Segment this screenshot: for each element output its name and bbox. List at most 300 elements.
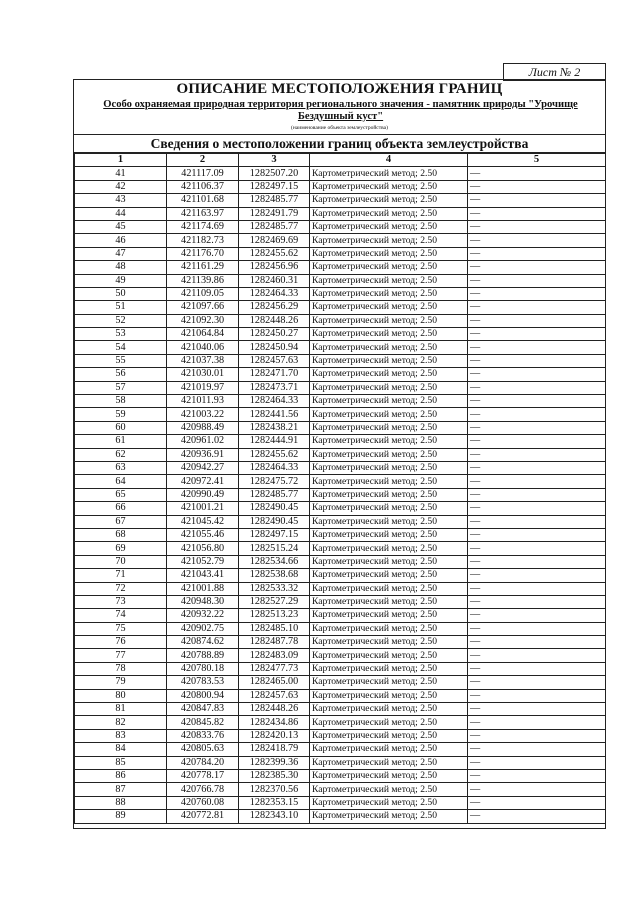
boundary-description-cell: —	[468, 421, 606, 434]
table-row	[75, 756, 606, 769]
object-name-caption: (наименование объекта землеустройства)	[291, 125, 388, 131]
boundary-description-cell: —	[468, 810, 606, 823]
method-accuracy-cell: Картометрический метод; 2.50	[310, 461, 468, 474]
coordinate-y-cell: 1282491.79	[239, 207, 310, 220]
coordinate-y-cell: 1282538.68	[239, 569, 310, 582]
table-row	[75, 622, 606, 635]
point-number-cell: 75	[75, 622, 167, 635]
coordinate-y-cell: 1282385.30	[239, 769, 310, 782]
table-row	[75, 636, 606, 649]
coordinate-y-cell: 1282418.79	[239, 743, 310, 756]
point-number-cell: 51	[75, 301, 167, 314]
method-accuracy-cell: Картометрический метод; 2.50	[310, 475, 468, 488]
method-accuracy-cell: Картометрический метод; 2.50	[310, 582, 468, 595]
table-row	[75, 328, 606, 341]
point-number-cell: 41	[75, 167, 167, 180]
coordinate-y-cell: 1282471.70	[239, 368, 310, 381]
boundary-description-cell: —	[468, 636, 606, 649]
method-accuracy-cell: Картометрический метод; 2.50	[310, 528, 468, 541]
column-header-method: 4	[310, 154, 468, 167]
point-number-cell: 62	[75, 448, 167, 461]
boundary-description-cell: —	[468, 676, 606, 689]
point-number-cell: 73	[75, 595, 167, 608]
coordinate-y-cell: 1282477.73	[239, 662, 310, 675]
coordinate-x-cell: 421064.84	[167, 328, 239, 341]
method-accuracy-cell: Картометрический метод; 2.50	[310, 328, 468, 341]
table-row	[75, 354, 606, 367]
point-number-cell: 89	[75, 810, 167, 823]
boundary-description-cell: —	[468, 622, 606, 635]
coordinate-x-cell: 420766.78	[167, 783, 239, 796]
coordinate-x-cell: 420942.27	[167, 461, 239, 474]
coordinate-x-cell: 421043.41	[167, 569, 239, 582]
method-accuracy-cell: Картометрический метод; 2.50	[310, 636, 468, 649]
method-accuracy-cell: Картометрический метод; 2.50	[310, 609, 468, 622]
coordinate-y-cell: 1282507.20	[239, 167, 310, 180]
boundary-description-cell: —	[468, 542, 606, 555]
table-row	[75, 207, 606, 220]
boundary-description-cell: —	[468, 301, 606, 314]
method-accuracy-cell: Картометрический метод; 2.50	[310, 247, 468, 260]
boundary-description-cell: —	[468, 716, 606, 729]
boundary-description-cell: —	[468, 703, 606, 716]
method-accuracy-cell: Картометрический метод; 2.50	[310, 341, 468, 354]
method-accuracy-cell: Картометрический метод; 2.50	[310, 421, 468, 434]
point-number-cell: 84	[75, 743, 167, 756]
coordinate-x-cell: 420972.41	[167, 475, 239, 488]
table-row	[75, 542, 606, 555]
coordinate-y-cell: 1282438.21	[239, 421, 310, 434]
method-accuracy-cell: Картометрический метод; 2.50	[310, 301, 468, 314]
method-accuracy-cell: Картометрический метод; 2.50	[310, 555, 468, 568]
coordinate-x-cell: 420932.22	[167, 609, 239, 622]
coordinate-y-cell: 1282353.15	[239, 796, 310, 809]
coordinate-x-cell: 421001.21	[167, 502, 239, 515]
boundary-description-cell: —	[468, 220, 606, 233]
coordinate-x-cell: 421040.06	[167, 341, 239, 354]
table-row	[75, 703, 606, 716]
coordinate-x-cell: 421117.09	[167, 167, 239, 180]
point-number-cell: 61	[75, 435, 167, 448]
coordinate-x-cell: 421106.37	[167, 180, 239, 193]
method-accuracy-cell: Картометрический метод; 2.50	[310, 180, 468, 193]
method-accuracy-cell: Картометрический метод; 2.50	[310, 287, 468, 300]
coordinate-y-cell: 1282457.63	[239, 689, 310, 702]
table-row	[75, 716, 606, 729]
coordinate-x-cell: 420990.49	[167, 488, 239, 501]
table-row	[75, 528, 606, 541]
coordinate-y-cell: 1282441.56	[239, 408, 310, 421]
point-number-cell: 69	[75, 542, 167, 555]
coordinate-x-cell: 421174.69	[167, 220, 239, 233]
method-accuracy-cell: Картометрический метод; 2.50	[310, 435, 468, 448]
table-row	[75, 582, 606, 595]
boundary-description-cell: —	[468, 502, 606, 515]
method-accuracy-cell: Картометрический метод; 2.50	[310, 395, 468, 408]
coordinate-y-cell: 1282527.29	[239, 595, 310, 608]
boundary-description-cell: —	[468, 167, 606, 180]
method-accuracy-cell: Картометрический метод; 2.50	[310, 810, 468, 823]
boundary-description-cell: —	[468, 274, 606, 287]
boundary-description-cell: —	[468, 488, 606, 501]
point-number-cell: 71	[75, 569, 167, 582]
method-accuracy-cell: Картометрический метод; 2.50	[310, 662, 468, 675]
coordinate-y-cell: 1282490.45	[239, 502, 310, 515]
boundary-description-cell: —	[468, 234, 606, 247]
boundary-description-cell: —	[468, 582, 606, 595]
coordinate-x-cell: 421019.97	[167, 381, 239, 394]
coordinate-x-cell: 420800.94	[167, 689, 239, 702]
coordinate-x-cell: 420948.30	[167, 595, 239, 608]
table-row	[75, 569, 606, 582]
coordinate-y-cell: 1282465.00	[239, 676, 310, 689]
coordinate-y-cell: 1282487.78	[239, 636, 310, 649]
table-row	[75, 435, 606, 448]
coordinate-y-cell: 1282473.71	[239, 381, 310, 394]
table-row	[75, 421, 606, 434]
coordinate-x-cell: 420833.76	[167, 729, 239, 742]
boundary-description-cell: —	[468, 395, 606, 408]
boundary-description-cell: —	[468, 555, 606, 568]
table-row	[75, 783, 606, 796]
table-row	[75, 408, 606, 421]
method-accuracy-cell: Картометрический метод; 2.50	[310, 676, 468, 689]
coordinate-x-cell: 420936.91	[167, 448, 239, 461]
point-number-cell: 59	[75, 408, 167, 421]
point-number-cell: 50	[75, 287, 167, 300]
table-row	[75, 167, 606, 180]
method-accuracy-cell: Картометрический метод; 2.50	[310, 689, 468, 702]
method-accuracy-cell: Картометрический метод; 2.50	[310, 622, 468, 635]
table-row	[75, 743, 606, 756]
column-header-y: 3	[239, 154, 310, 167]
coordinate-y-cell: 1282485.77	[239, 488, 310, 501]
table-row	[75, 796, 606, 809]
coordinate-y-cell: 1282343.10	[239, 810, 310, 823]
point-number-cell: 57	[75, 381, 167, 394]
coordinate-x-cell: 421056.80	[167, 542, 239, 555]
table-row	[75, 649, 606, 662]
table-row	[75, 609, 606, 622]
method-accuracy-cell: Картометрический метод; 2.50	[310, 448, 468, 461]
coordinate-x-cell: 420988.49	[167, 421, 239, 434]
point-number-cell: 43	[75, 194, 167, 207]
coordinate-y-cell: 1282460.31	[239, 274, 310, 287]
table-row	[75, 368, 606, 381]
method-accuracy-cell: Картометрический метод; 2.50	[310, 569, 468, 582]
point-number-cell: 42	[75, 180, 167, 193]
boundary-description-cell: —	[468, 729, 606, 742]
coordinate-y-cell: 1282497.15	[239, 180, 310, 193]
table-header-row	[75, 154, 606, 167]
point-number-cell: 45	[75, 220, 167, 233]
boundary-description-cell: —	[468, 314, 606, 327]
table-row	[75, 261, 606, 274]
coordinate-y-cell: 1282370.56	[239, 783, 310, 796]
point-number-cell: 60	[75, 421, 167, 434]
point-number-cell: 77	[75, 649, 167, 662]
coordinate-x-cell: 420778.17	[167, 769, 239, 782]
point-number-cell: 86	[75, 769, 167, 782]
method-accuracy-cell: Картометрический метод; 2.50	[310, 542, 468, 555]
method-accuracy-cell: Картометрический метод; 2.50	[310, 207, 468, 220]
method-accuracy-cell: Картометрический метод; 2.50	[310, 769, 468, 782]
method-accuracy-cell: Картометрический метод; 2.50	[310, 220, 468, 233]
coordinate-x-cell: 420772.81	[167, 810, 239, 823]
method-accuracy-cell: Картометрический метод; 2.50	[310, 502, 468, 515]
boundary-description-cell: —	[468, 207, 606, 220]
point-number-cell: 68	[75, 528, 167, 541]
coordinate-y-cell: 1282464.33	[239, 395, 310, 408]
coordinate-x-cell: 420788.89	[167, 649, 239, 662]
column-header-x: 2	[167, 154, 239, 167]
coordinate-x-cell: 421176.70	[167, 247, 239, 260]
method-accuracy-cell: Картометрический метод; 2.50	[310, 595, 468, 608]
coordinate-y-cell: 1282399.36	[239, 756, 310, 769]
method-accuracy-cell: Картометрический метод; 2.50	[310, 354, 468, 367]
point-number-cell: 52	[75, 314, 167, 327]
boundary-description-cell: —	[468, 609, 606, 622]
boundary-description-cell: —	[468, 689, 606, 702]
coordinate-x-cell: 421052.79	[167, 555, 239, 568]
table-row	[75, 662, 606, 675]
coordinate-y-cell: 1282464.33	[239, 287, 310, 300]
coordinates-table	[74, 153, 606, 824]
point-number-cell: 56	[75, 368, 167, 381]
boundary-description-cell: —	[468, 341, 606, 354]
column-header-point: 1	[75, 154, 167, 167]
coordinate-y-cell: 1282475.72	[239, 475, 310, 488]
coordinate-x-cell: 421163.97	[167, 207, 239, 220]
point-number-cell: 85	[75, 756, 167, 769]
point-number-cell: 44	[75, 207, 167, 220]
boundary-description-cell: —	[468, 783, 606, 796]
method-accuracy-cell: Картометрический метод; 2.50	[310, 649, 468, 662]
point-number-cell: 65	[75, 488, 167, 501]
table-row	[75, 287, 606, 300]
point-number-cell: 66	[75, 502, 167, 515]
point-number-cell: 53	[75, 328, 167, 341]
method-accuracy-cell: Картометрический метод; 2.50	[310, 274, 468, 287]
table-row	[75, 381, 606, 394]
coordinate-x-cell: 421097.66	[167, 301, 239, 314]
table-row	[75, 220, 606, 233]
table-row	[75, 555, 606, 568]
coordinate-y-cell: 1282534.66	[239, 555, 310, 568]
method-accuracy-cell: Картометрический метод; 2.50	[310, 756, 468, 769]
point-number-cell: 64	[75, 475, 167, 488]
coordinate-y-cell: 1282464.33	[239, 461, 310, 474]
table-row	[75, 247, 606, 260]
coordinate-y-cell: 1282490.45	[239, 515, 310, 528]
table-row	[75, 475, 606, 488]
coordinate-y-cell: 1282485.77	[239, 220, 310, 233]
table-body	[75, 167, 606, 823]
table-row	[75, 461, 606, 474]
point-number-cell: 46	[75, 234, 167, 247]
boundary-description-cell: —	[468, 194, 606, 207]
point-number-cell: 82	[75, 716, 167, 729]
point-number-cell: 63	[75, 461, 167, 474]
coordinate-x-cell: 421139.86	[167, 274, 239, 287]
point-number-cell: 87	[75, 783, 167, 796]
table-row	[75, 301, 606, 314]
table-row	[75, 180, 606, 193]
boundary-description-cell: —	[468, 796, 606, 809]
method-accuracy-cell: Картометрический метод; 2.50	[310, 729, 468, 742]
point-number-cell: 76	[75, 636, 167, 649]
coordinate-x-cell: 420760.08	[167, 796, 239, 809]
sheet-number-label: Лист № 2	[503, 63, 606, 81]
coordinate-y-cell: 1282448.26	[239, 314, 310, 327]
table-row	[75, 194, 606, 207]
coordinate-x-cell: 420780.18	[167, 662, 239, 675]
boundary-description-cell: —	[468, 261, 606, 274]
method-accuracy-cell: Картометрический метод; 2.50	[310, 796, 468, 809]
boundary-description-cell: —	[468, 354, 606, 367]
coordinate-y-cell: 1282450.94	[239, 341, 310, 354]
coordinate-y-cell: 1282448.26	[239, 703, 310, 716]
point-number-cell: 47	[75, 247, 167, 260]
coordinate-x-cell: 421037.38	[167, 354, 239, 367]
coordinate-y-cell: 1282456.96	[239, 261, 310, 274]
point-number-cell: 48	[75, 261, 167, 274]
boundary-description-cell: —	[468, 381, 606, 394]
coordinate-x-cell: 421161.29	[167, 261, 239, 274]
coordinate-x-cell: 421045.42	[167, 515, 239, 528]
coordinate-y-cell: 1282450.27	[239, 328, 310, 341]
method-accuracy-cell: Картометрический метод; 2.50	[310, 314, 468, 327]
coordinate-y-cell: 1282497.15	[239, 528, 310, 541]
point-number-cell: 67	[75, 515, 167, 528]
point-number-cell: 54	[75, 341, 167, 354]
coordinate-x-cell: 421092.30	[167, 314, 239, 327]
boundary-description-cell: —	[468, 515, 606, 528]
coordinate-y-cell: 1282533.32	[239, 582, 310, 595]
table-row	[75, 234, 606, 247]
method-accuracy-cell: Картометрический метод; 2.50	[310, 716, 468, 729]
point-number-cell: 74	[75, 609, 167, 622]
method-accuracy-cell: Картометрический метод; 2.50	[310, 194, 468, 207]
table-row	[75, 274, 606, 287]
method-accuracy-cell: Картометрический метод; 2.50	[310, 381, 468, 394]
table-row	[75, 595, 606, 608]
method-accuracy-cell: Картометрический метод; 2.50	[310, 783, 468, 796]
coordinate-y-cell: 1282513.23	[239, 609, 310, 622]
coordinate-x-cell: 420847.83	[167, 703, 239, 716]
point-number-cell: 55	[75, 354, 167, 367]
coordinate-x-cell: 420805.63	[167, 743, 239, 756]
coordinate-y-cell: 1282485.10	[239, 622, 310, 635]
point-number-cell: 81	[75, 703, 167, 716]
table-row	[75, 515, 606, 528]
boundary-description-cell: —	[468, 528, 606, 541]
point-number-cell: 78	[75, 662, 167, 675]
coordinate-y-cell: 1282420.13	[239, 729, 310, 742]
boundary-description-cell: —	[468, 287, 606, 300]
method-accuracy-cell: Картометрический метод; 2.50	[310, 167, 468, 180]
point-number-cell: 83	[75, 729, 167, 742]
table-row	[75, 448, 606, 461]
coordinate-y-cell: 1282457.63	[239, 354, 310, 367]
boundary-description-cell: —	[468, 328, 606, 341]
table-row	[75, 341, 606, 354]
coordinate-x-cell: 421055.46	[167, 528, 239, 541]
boundary-description-cell: —	[468, 756, 606, 769]
method-accuracy-cell: Картометрический метод; 2.50	[310, 368, 468, 381]
boundary-description-cell: —	[468, 247, 606, 260]
boundary-description-cell: —	[468, 368, 606, 381]
coordinate-y-cell: 1282469.69	[239, 234, 310, 247]
document-frame	[73, 79, 606, 829]
coordinate-y-cell: 1282515.24	[239, 542, 310, 555]
method-accuracy-cell: Картометрический метод; 2.50	[310, 408, 468, 421]
method-accuracy-cell: Картометрический метод; 2.50	[310, 488, 468, 501]
coordinate-x-cell: 420845.82	[167, 716, 239, 729]
point-number-cell: 70	[75, 555, 167, 568]
point-number-cell: 72	[75, 582, 167, 595]
document-title: ОПИСАНИЕ МЕСТОПОЛОЖЕНИЯ ГРАНИЦ	[176, 81, 503, 97]
table-row	[75, 502, 606, 515]
boundary-description-cell: —	[468, 475, 606, 488]
coordinate-y-cell: 1282485.77	[239, 194, 310, 207]
boundary-description-cell: —	[468, 569, 606, 582]
point-number-cell: 49	[75, 274, 167, 287]
coordinate-x-cell: 420961.02	[167, 435, 239, 448]
method-accuracy-cell: Картометрический метод; 2.50	[310, 703, 468, 716]
method-accuracy-cell: Картометрический метод; 2.50	[310, 234, 468, 247]
point-number-cell: 58	[75, 395, 167, 408]
coordinate-x-cell: 420784.20	[167, 756, 239, 769]
coordinate-y-cell: 1282455.62	[239, 247, 310, 260]
section-title: Сведения о местоположении границ объекта землеустройства	[74, 134, 605, 153]
boundary-description-cell: —	[468, 435, 606, 448]
coordinate-x-cell: 421109.05	[167, 287, 239, 300]
coordinate-x-cell: 420783.53	[167, 676, 239, 689]
boundary-description-cell: —	[468, 662, 606, 675]
point-number-cell: 80	[75, 689, 167, 702]
coordinate-x-cell: 420902.75	[167, 622, 239, 635]
coordinate-x-cell: 421030.01	[167, 368, 239, 381]
table-row	[75, 676, 606, 689]
table-row	[75, 810, 606, 823]
method-accuracy-cell: Картометрический метод; 2.50	[310, 743, 468, 756]
point-number-cell: 79	[75, 676, 167, 689]
coordinate-y-cell: 1282434.86	[239, 716, 310, 729]
coordinate-y-cell: 1282444.91	[239, 435, 310, 448]
boundary-description-cell: —	[468, 743, 606, 756]
coordinate-y-cell: 1282456.29	[239, 301, 310, 314]
boundary-description-cell: —	[468, 180, 606, 193]
method-accuracy-cell: Картометрический метод; 2.50	[310, 261, 468, 274]
point-number-cell: 88	[75, 796, 167, 809]
boundary-description-cell: —	[468, 595, 606, 608]
table-row	[75, 769, 606, 782]
table-row	[75, 488, 606, 501]
coordinate-x-cell: 420874.62	[167, 636, 239, 649]
coordinate-x-cell: 421001.88	[167, 582, 239, 595]
boundary-description-cell: —	[468, 769, 606, 782]
table-row	[75, 689, 606, 702]
table-row	[75, 729, 606, 742]
method-accuracy-cell: Картометрический метод; 2.50	[310, 515, 468, 528]
boundary-description-cell: —	[468, 649, 606, 662]
coordinate-y-cell: 1282455.62	[239, 448, 310, 461]
boundary-description-cell: —	[468, 408, 606, 421]
table-row	[75, 395, 606, 408]
column-header-description: 5	[468, 154, 606, 167]
boundary-description-cell: —	[468, 448, 606, 461]
